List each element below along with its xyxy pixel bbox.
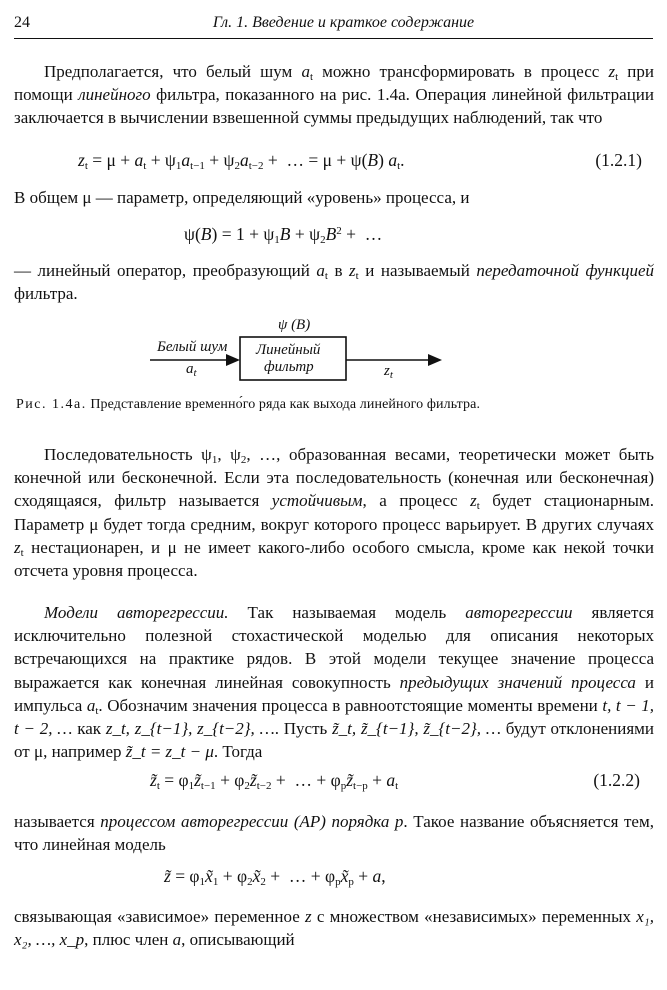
input-variable: $a_t$ [186, 361, 197, 379]
input-arrowhead [226, 354, 240, 366]
equation-linear-model-body: z̃ = $\varphi_1x̃_1$ + $\varphi_2x̃_2$ + … + $\varphi_px̃_p + a$, [164, 866, 386, 888]
equation-number: (1.2.2) [593, 770, 640, 790]
paragraph-intro: Предполагается, что белый шум $a_t$ можно трансформировать в процесс $z_t$ при помощи линейного фильтра, показанного на рис. 1.4а. Операция линейной фильтрации заключается в вычислении взвешенной суммы предыдущих наблюдений, так что [14, 62, 655, 128]
transfer-function-label: ψ (B) [278, 317, 311, 333]
box-label-line1: Линейный [256, 342, 321, 358]
equation-psi-b-body: $\psi(B) = 1 + \psi_1B + \psi_2B^2$ + … [184, 224, 383, 246]
figure-caption: Рис. 1.4а. Представление временно́го ряда как выхода линейного фильтра. [16, 397, 481, 412]
running-title: Гл. 1. Введение и краткое содержание [212, 14, 475, 31]
paragraph-ar-process: называется процессом авторегрессии (АР) порядка p. Такое название объясняется тем, что линейная модель [14, 812, 654, 855]
paragraph-autoregression: Модели авторегрессии. Так называемая модель авторегрессии является исключительно полезной стохастической моделью для описания некоторых встречающихся на практике рядов. В этой модели текущее значение процесса выражается как конечная линейная совокупность предыдущих значений процесса и импульса $a_t$. Обозначим значения процесса в равноотстоящие моменты времени t, t − 1, t − 2, … как z_t, z_{t−1}, z_{t−2}, …. Пусть z̃_t, z̃_{t−1}, z̃_{t−2}, … будут отклонениями от μ, например z̃_t = z_t − μ. Тогда [14, 603, 654, 762]
output-variable: $z_t$ [384, 363, 393, 381]
paragraph-regression: связывающая «зависимое» переменное z с множеством «независимых» переменных x₁, x₂, …, x_p, плюс член a, описывающий [14, 907, 654, 950]
equation-1-2-1-body: $z_t = \mu + a_t + \psi_1a_{t-1} + \psi_2a_{t-2}$ + … = μ + ψ(B) $a_t$. [78, 150, 405, 172]
box-label-line2: фильтр [264, 359, 314, 375]
page-number: 24 [14, 14, 30, 31]
equation-1-2-2-body: $z̃_t$ = $\varphi_1z̃_{t-1}$ + $\varphi_2z̃_{t-2}$ + … + $\varphi_pz̃_{t-p} + a_t$ [150, 770, 399, 792]
header-rule [14, 38, 653, 39]
filter-diagram [0, 312, 667, 392]
input-label: Белый шум [157, 339, 228, 355]
running-header [14, 14, 653, 36]
paragraph-mu: В общем μ — параметр, определяющий «уровень» процесса, и [14, 188, 470, 207]
equation-number: (1.2.1) [595, 150, 642, 170]
output-arrowhead [428, 354, 442, 366]
paragraph-stability: Последовательность $\psi_1$, $\psi_2$, …, образованная весами, теоретически может быть конечной или бесконечной. Если эта последовательность (конечная или бесконечная) сходящаяся, фильтр называется устойчивым, а процесс $z_t$ будет стационарным. Параметр μ будет тогда средним, вокруг которого процесс варьирует. В других случаях $z_t$ нестационарен, и μ не имеет какого-либо особого смысла, кроме как некой точки отсчета уровня процесса. [14, 445, 654, 581]
paragraph-operator: — линейный оператор, преобразующий $a_t$ в $z_t$ и называемый передаточной функцией фильтра. [14, 261, 654, 304]
